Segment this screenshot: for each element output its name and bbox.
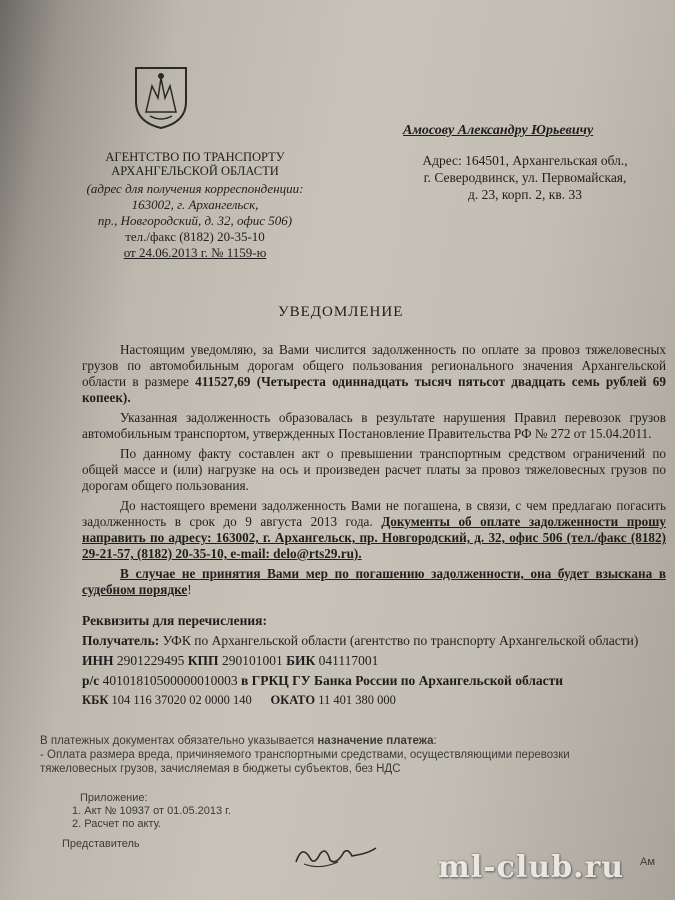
paragraph-deadline: [82, 498, 666, 562]
attachments-header: Приложение:: [80, 792, 148, 804]
warning-exclamation: !: [187, 582, 192, 597]
inn-value: 2901229495: [113, 653, 188, 668]
paragraph-warning: [82, 566, 666, 598]
recipient-value: УФК по Архангельской области (агентство по транспорту Архангельской области): [159, 633, 639, 648]
signature-icon: [290, 836, 380, 876]
okato-label: ОКАТО: [270, 693, 316, 707]
notes-line2: - Оплата размера вреда, причиняемого транспортными средствами, осуществляющими перевозки тяжеловесных грузов, зачисляемая в бюджеты субъектов, без НДС: [40, 749, 570, 775]
kpp-label: КПП: [187, 653, 219, 668]
court-warning: В случае не принятия Вами мер по погашению задолженности, она будет взыскана в судебном порядке: [82, 566, 666, 597]
paragraph-debt: [82, 342, 666, 406]
notes-line1: [40, 734, 675, 748]
sender-org-line2: АРХАНГЕЛЬСКОЙ ОБЛАСТИ: [111, 164, 279, 178]
payment-purpose-label: назначение платежа: [317, 735, 434, 747]
recipient-label: Получатель:: [82, 633, 160, 648]
watermark-tail-text: Ам: [640, 856, 655, 868]
sender-org-line1: АГЕНТСТВО ПО ТРАНСПОРТУ: [105, 150, 285, 164]
notes-colon: :: [433, 735, 437, 747]
debt-text: Настоящим уведомляю, за Вами числится задолженность по оплате за провоз тяжеловесных грузов по автомобильным дорогам общего пользования регионального значения Архангельской области в размере: [82, 342, 666, 389]
recipient-address-line2: г. Северодвинск, ул. Первомайская,: [423, 170, 627, 185]
representative-label: Представитель: [62, 838, 140, 850]
debt-amount-words: (Четыреста одиннадцать тысяч пятьсот двадцать семь рублей 69 копеек).: [82, 374, 666, 405]
recipient-address-line3: д. 23, корп. 2, кв. 33: [468, 187, 582, 202]
payment-requisites: [82, 612, 666, 712]
bank-name: в ГРКЦ ГУ Банка России по Архангельской области: [241, 673, 564, 688]
inn-label: ИНН: [82, 653, 114, 668]
recipient-address-line1: Адрес: 164501, Архангельская обл.,: [422, 153, 628, 168]
kpp-value: 290101001: [218, 653, 287, 668]
watermark: ml-club.ru: [438, 850, 625, 885]
payment-notes: [40, 734, 675, 776]
debt-amount: 411527,69: [195, 374, 251, 389]
attachment-item-2: 2. Расчет по акту.: [72, 818, 162, 830]
bik-label: БИК: [286, 653, 316, 668]
requisites-kbk-okato: [82, 692, 666, 709]
account-label: р/с: [82, 673, 100, 688]
deadline-text: До настоящего времени задолженность Вами не погашена, в связи, с чем предлагаю погасить задолженность в срок до 9 августа 2013 года.: [82, 498, 666, 529]
notice-body: [82, 342, 666, 602]
okato-value: 11 401 380 000: [315, 693, 396, 707]
sender-address-line3: пр., Новгородский, д. 32, офис 506): [97, 213, 293, 228]
notes-text: В платежных документах обязательно указывается: [40, 735, 318, 747]
kbk-label: КБК: [82, 693, 109, 707]
recipient-name: Амосову Александру Юрьевичу: [403, 123, 594, 138]
sender-address-line2: 163002, г. Архангельск,: [131, 197, 259, 212]
sender-block: [75, 150, 315, 261]
attachments: [72, 792, 231, 831]
kbk-value: 104 116 37020 02 0000 140: [108, 693, 252, 707]
sender-phone: тел./факс (8182) 20-35-10: [125, 229, 265, 244]
payment-documents-address: Документы об оплате задолженности прошу направить по адресу: 163002, г. Архангельск, пр. Новгородский, д. 32, офис 506 (тел./факс (8182) 29-21-57, (8182) 20-35-10, e-mail: delo@rts29.ru).: [82, 514, 666, 561]
document-title: УВЕДОМЛЕНИЕ: [278, 304, 404, 320]
requisites-account: [82, 672, 666, 689]
bik-value: 041117001: [315, 653, 379, 668]
coat-of-arms-icon: [132, 64, 190, 130]
document-reference: от 24.06.2013 г. № 1159-ю: [123, 245, 267, 260]
account-value: 40101810500000010003: [99, 673, 242, 688]
requisites-recipient: [82, 632, 666, 649]
requisites-codes: [82, 652, 666, 669]
paragraph-violation: Указанная задолженность образовалась в результате нарушения Правил перевозок грузов автомобильным транспортом, утвержденных Постановление Правительства РФ № 272 от 15.04.2011.: [82, 410, 666, 441]
recipient-address: [395, 152, 655, 203]
sender-address-line1: (адрес для получения корреспонденции:: [86, 181, 304, 196]
paragraph-act: По данному факту составлен акт о превышении транспортным средством ограничений по общей массе и (или) нагрузке на ось и произведен расчет платы за провоз тяжеловесных грузов по дорогам общего пользования.: [82, 446, 666, 493]
requisites-header: Реквизиты для перечисления:: [82, 613, 267, 628]
attachment-item-1: 1. Акт № 10937 от 01.05.2013 г.: [72, 805, 231, 817]
